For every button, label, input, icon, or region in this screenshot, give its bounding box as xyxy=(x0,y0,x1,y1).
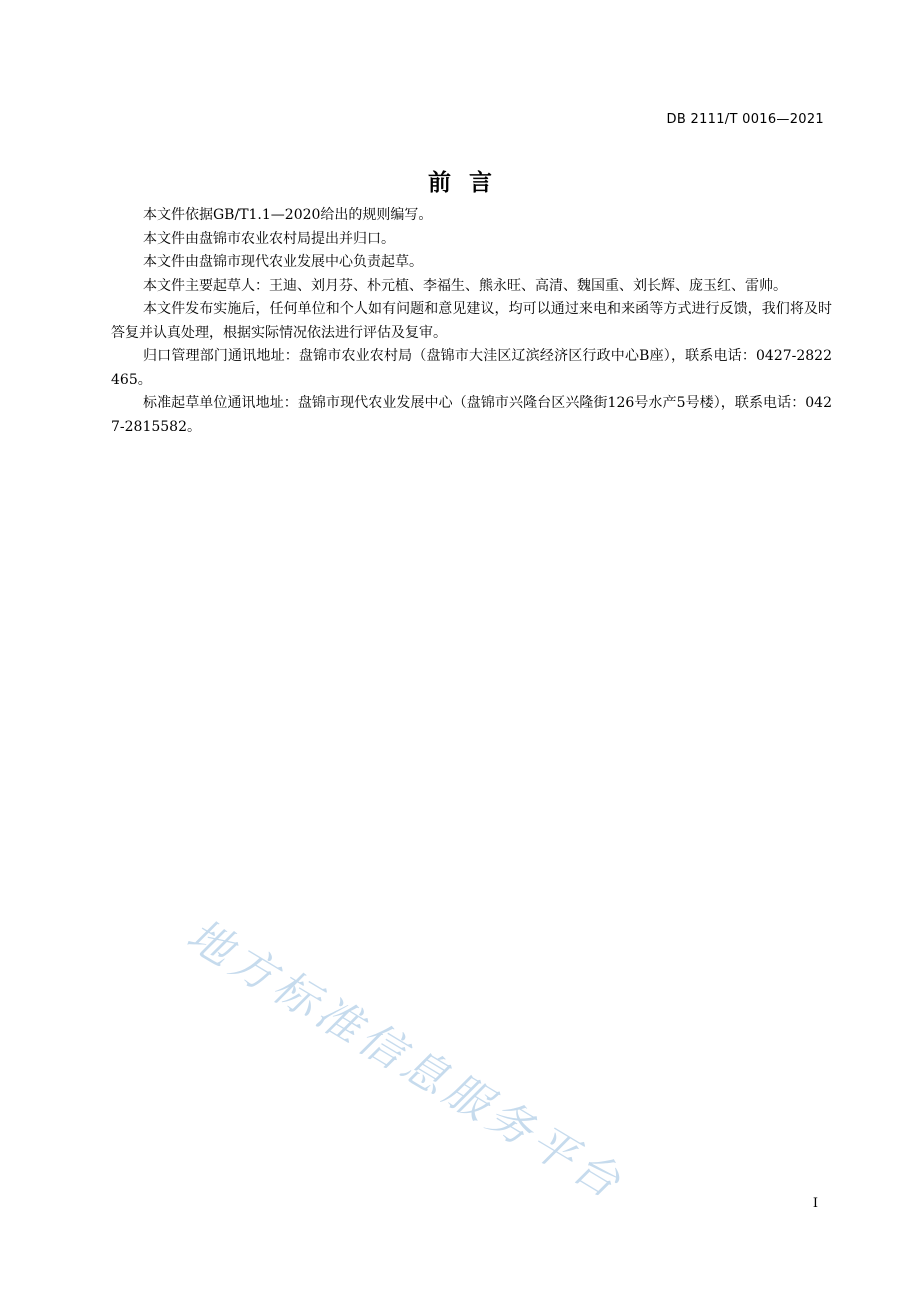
paragraph-drafting-unit: 本文件由盘锦市现代农业发展中心负责起草。 xyxy=(143,254,423,270)
page-number: I xyxy=(812,1196,818,1211)
foreword-body xyxy=(111,204,832,439)
paragraph-feedback: 本文件发布实施后，任何单位和个人如有问题和意见建议，均可以通过来电和来函等方式进行反馈，我们将及时答复并认真处理，根据实际情况依法进行评估及复审。 xyxy=(111,301,832,341)
paragraph-drafters: 本文件主要起草人：王迪、刘月芬、朴元植、李福生、熊永旺、高清、魏国重、刘长辉、庞玉红、雷帅。 xyxy=(143,277,787,294)
paragraph-proposer: 本文件由盘锦市农业农村局提出并归口。 xyxy=(143,230,395,247)
paragraph-admin-address: 归口管理部门通讯地址：盘锦市农业农村局（盘锦市大洼区辽滨经济区行政中心B座），联系电话：0427-2822465。 xyxy=(111,348,832,388)
document-code: DB 2111/T 0016—2021 xyxy=(666,112,824,127)
paragraph-drafter-address: 标准起草单位通讯地址：盘锦市现代农业发展中心（盘锦市兴隆台区兴隆街126号水产5号楼），联系电话：0427-2815582。 xyxy=(111,395,832,435)
page-title: 前言 xyxy=(428,170,510,196)
paragraph-basis: 本文件依据GB/T1.1—2020给出的规则编写。 xyxy=(143,207,433,223)
watermark: 地方标准信息服务平台 xyxy=(178,909,633,1211)
